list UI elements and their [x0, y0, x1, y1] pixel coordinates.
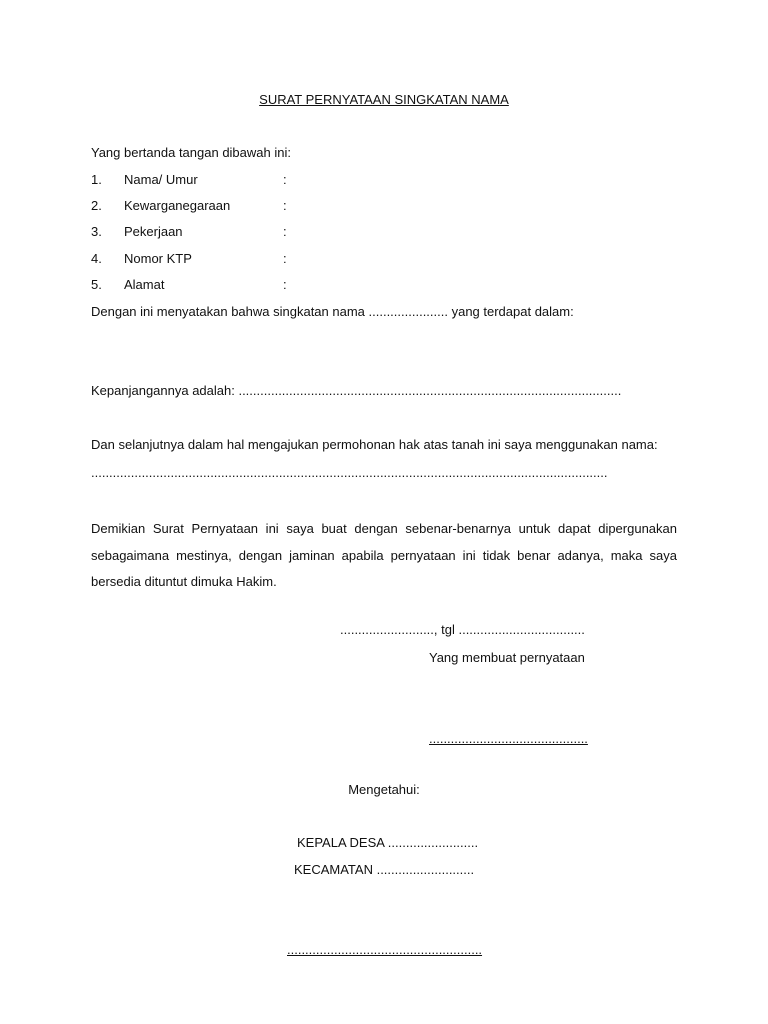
field-number: 2.	[91, 198, 102, 213]
intro-text: Yang bertanda tangan dibawah ini:	[91, 145, 291, 160]
usage-blank: ...............................................................................................................................................	[91, 465, 608, 480]
closing-line: sebagaimana mestinya, dengan jaminan apabila pernyataan ini tidak benar adanya, maka saya	[91, 547, 677, 563]
field-label: Kewarganegaraan	[124, 198, 231, 213]
field-label: Alamat	[124, 277, 165, 292]
field-number: 4.	[91, 251, 102, 266]
field-colon: :	[283, 172, 287, 187]
maker-signature-line: ............................................	[429, 731, 588, 746]
field-colon: :	[283, 198, 287, 213]
district-label: KECAMATAN ...........................	[294, 862, 475, 877]
field-number: 5.	[91, 277, 102, 292]
field-number: 1.	[91, 172, 102, 187]
document-title: SURAT PERNYATAAN SINGKATAN NAMA	[259, 92, 509, 107]
field-colon: :	[283, 224, 287, 239]
expansion-text: Kepanjangannya adalah: ..........................................................................................................	[91, 383, 622, 398]
head-signature-line: ......................................................	[287, 942, 483, 957]
closing-line: bersedia dituntut dimuka Hakim.	[91, 574, 277, 589]
field-label: Nama/ Umur	[124, 172, 198, 187]
village-head-label: KEPALA DESA .........................	[297, 835, 479, 850]
maker-label: Yang membuat pernyataan	[429, 650, 585, 665]
field-colon: :	[283, 277, 287, 292]
closing-paragraph	[91, 516, 677, 596]
place-date-line: .........................., tgl ...................................	[340, 622, 585, 637]
field-label: Pekerjaan	[124, 224, 183, 239]
field-colon: :	[283, 251, 287, 266]
acknowledged-label: Mengetahui:	[348, 782, 420, 797]
field-label: Nomor KTP	[124, 251, 192, 266]
field-number: 3.	[91, 224, 102, 239]
closing-line: Demikian Surat Pernyataan ini saya buat dengan sebenar-benarnya untuk dapat dipergunakan	[91, 521, 677, 536]
statement-text: Dengan ini menyatakan bahwa singkatan nama ...................... yang terdapat dalam:	[91, 304, 574, 319]
usage-text: Dan selanjutnya dalam hal mengajukan permohonan hak atas tanah ini saya menggunakan nama:	[91, 437, 658, 452]
